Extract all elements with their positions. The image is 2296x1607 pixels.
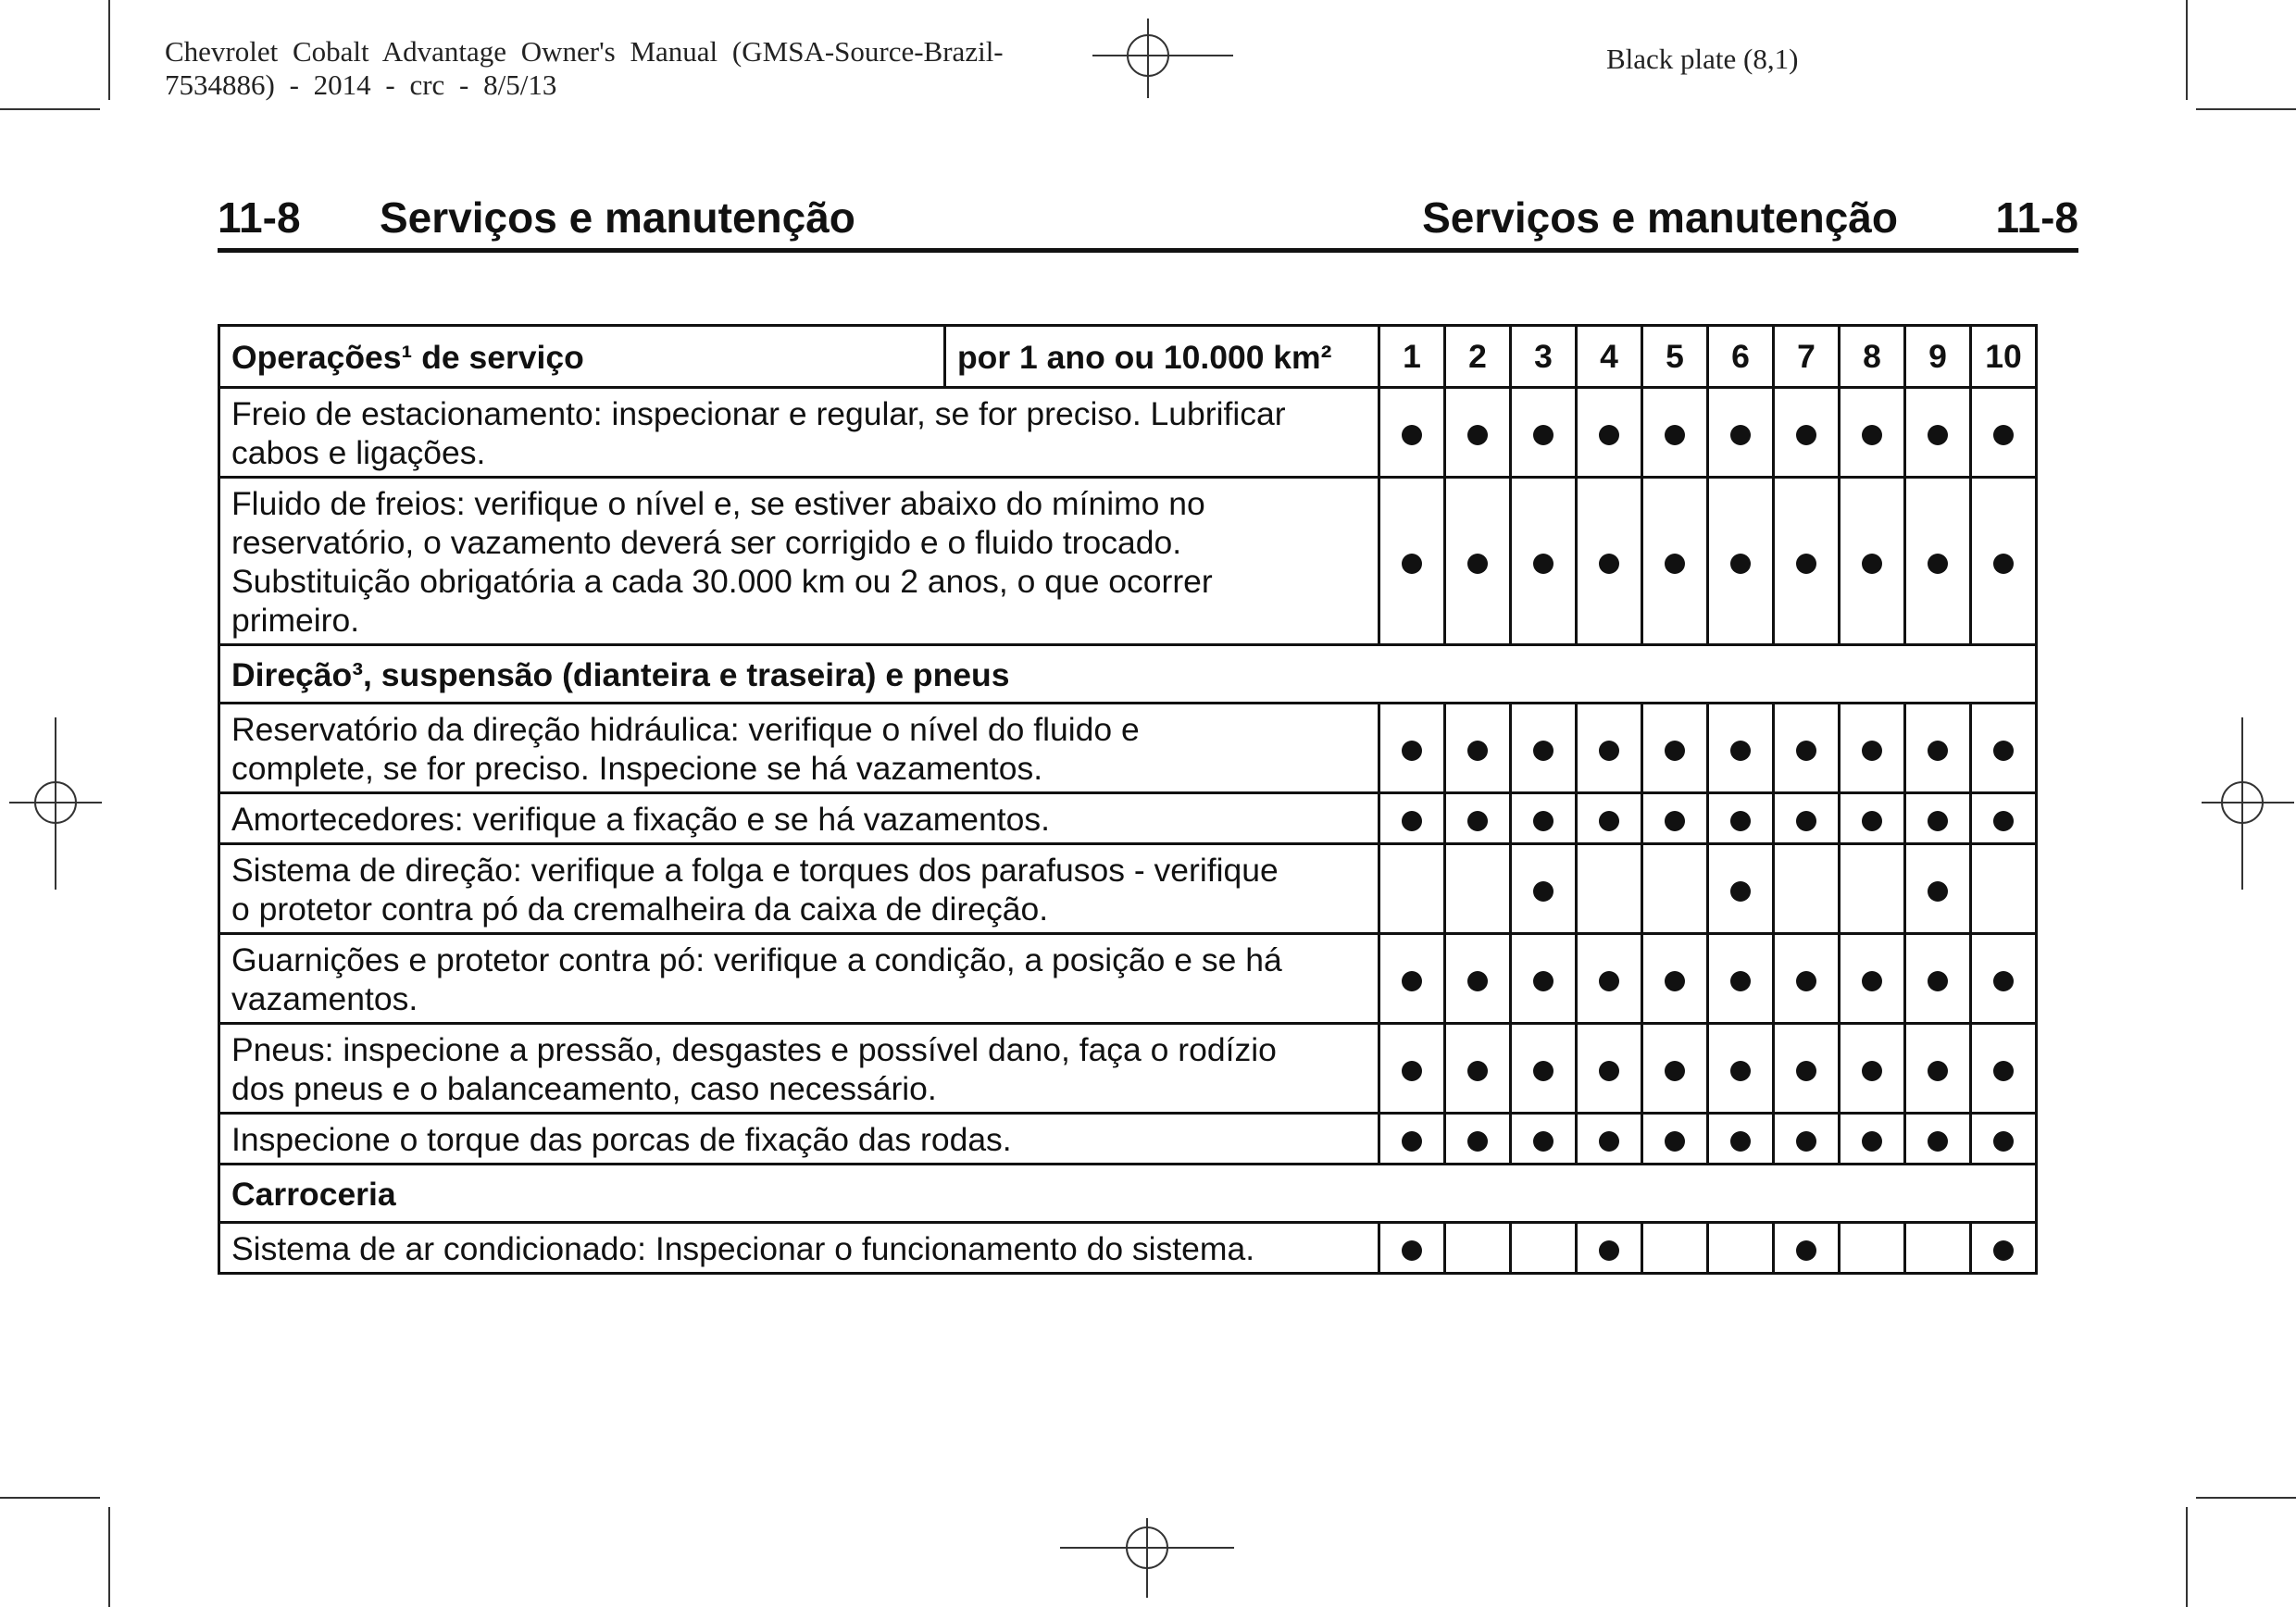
service-required-dot-icon <box>1665 971 1685 991</box>
service-required-dot-icon <box>1467 971 1488 991</box>
service-required-dot-icon <box>1665 1131 1685 1152</box>
service-required-dot-icon <box>1467 811 1488 831</box>
interval-cell-3 <box>1511 1114 1577 1165</box>
table-row <box>219 478 2037 645</box>
service-required-dot-icon <box>1796 425 1816 445</box>
page-number-right: 11-8 <box>1995 193 2078 242</box>
interval-cell-10 <box>1971 704 2037 793</box>
crop-mark <box>108 1507 110 1607</box>
service-required-dot-icon <box>1928 425 1948 445</box>
column-header-5: 5 <box>1642 326 1708 388</box>
interval-cell-4 <box>1577 388 1642 478</box>
column-header-3: 3 <box>1511 326 1577 388</box>
service-required-dot-icon <box>1730 425 1751 445</box>
section-title-left: Serviços e manutenção <box>380 193 855 242</box>
interval-cell-7 <box>1774 1114 1840 1165</box>
service-required-dot-icon <box>1928 1061 1948 1081</box>
crop-mark <box>0 108 100 110</box>
table-row <box>219 1114 2037 1165</box>
service-required-dot-icon <box>1665 811 1685 831</box>
service-required-dot-icon <box>1599 1061 1619 1081</box>
interval-cell-9 <box>1905 793 1971 844</box>
interval-cell-6 <box>1708 478 1774 645</box>
description-line: Amortecedores: verifique a fixação e se há vazamentos. <box>231 801 1051 838</box>
service-required-dot-icon <box>1467 425 1488 445</box>
service-required-dot-icon <box>1862 971 1882 991</box>
description-line: cabos e ligações. <box>231 434 486 471</box>
crop-mark <box>0 1497 100 1499</box>
interval-cell-3 <box>1511 934 1577 1024</box>
interval-cell-5 <box>1642 1114 1708 1165</box>
service-required-dot-icon <box>1796 1240 1816 1261</box>
interval-cell-4 <box>1577 793 1642 844</box>
interval-cell-8 <box>1840 844 1905 934</box>
section-heading: Carroceria <box>219 1165 2037 1223</box>
service-required-dot-icon <box>1533 554 1554 574</box>
interval-cell-8 <box>1840 934 1905 1024</box>
table-row <box>219 704 2037 793</box>
description-line: Fluido de freios: verifique o nível e, se estiver abaixo do mínimo no <box>231 485 1205 522</box>
service-required-dot-icon <box>1599 1240 1619 1261</box>
service-required-dot-icon <box>1928 554 1948 574</box>
column-header-1: 1 <box>1379 326 1445 388</box>
description-line: Inspecione o torque das porcas de fixação das rodas. <box>231 1121 1012 1158</box>
description-line: Guarnições e protetor contra pó: verifique a condição, a posição e se há <box>231 941 1282 978</box>
interval-cell-6 <box>1708 934 1774 1024</box>
interval-cell-5 <box>1642 934 1708 1024</box>
service-required-dot-icon <box>1928 971 1948 991</box>
service-required-dot-icon <box>1533 1131 1554 1152</box>
service-required-dot-icon <box>1862 1131 1882 1152</box>
service-required-dot-icon <box>1533 971 1554 991</box>
interval-cell-10 <box>1971 478 2037 645</box>
service-operation-description <box>219 1114 1379 1165</box>
interval-cell-1 <box>1379 793 1445 844</box>
description-line: Sistema de direção: verifique a folga e torques dos parafusos - verifique <box>231 852 1279 889</box>
interval-cell-7 <box>1774 388 1840 478</box>
service-required-dot-icon <box>1730 1131 1751 1152</box>
maintenance-schedule-table <box>218 324 2038 1275</box>
interval-cell-4 <box>1577 934 1642 1024</box>
column-header-interval: por 1 ano ou 10.000 km² <box>945 326 1379 388</box>
description-line: reservatório, o vazamento deverá ser corrigido e o fluido trocado. <box>231 524 1182 561</box>
service-required-dot-icon <box>1928 881 1948 902</box>
interval-cell-10 <box>1971 1114 2037 1165</box>
interval-cell-9 <box>1905 1223 1971 1274</box>
interval-cell-10 <box>1971 793 2037 844</box>
section-title-right: Serviços e manutenção <box>1422 193 1898 242</box>
column-header-6: 6 <box>1708 326 1774 388</box>
table-row <box>219 1223 2037 1274</box>
service-required-dot-icon <box>1993 811 2014 831</box>
interval-cell-6 <box>1708 844 1774 934</box>
service-required-dot-icon <box>1993 1131 2014 1152</box>
description-line: Freio de estacionamento: inspecionar e regular, se for preciso. Lubrificar <box>231 395 1286 432</box>
crop-mark <box>2196 108 2296 110</box>
interval-cell-8 <box>1840 704 1905 793</box>
interval-cell-7 <box>1774 844 1840 934</box>
service-required-dot-icon <box>1796 971 1816 991</box>
registration-mark <box>1092 19 1259 102</box>
table-row <box>219 1024 2037 1114</box>
interval-cell-2 <box>1445 388 1511 478</box>
interval-cell-3 <box>1511 844 1577 934</box>
service-required-dot-icon <box>1730 971 1751 991</box>
service-required-dot-icon <box>1993 1061 2014 1081</box>
column-header-9: 9 <box>1905 326 1971 388</box>
service-required-dot-icon <box>1993 425 2014 445</box>
service-required-dot-icon <box>1665 741 1685 761</box>
service-required-dot-icon <box>1402 971 1422 991</box>
description-line: Reservatório da direção hidráulica: verifique o nível do fluido e <box>231 711 1140 748</box>
service-operation-description <box>219 1024 1379 1114</box>
interval-cell-5 <box>1642 1223 1708 1274</box>
interval-cell-1 <box>1379 388 1445 478</box>
interval-cell-3 <box>1511 793 1577 844</box>
interval-cell-7 <box>1774 1223 1840 1274</box>
service-operation-description <box>219 388 1379 478</box>
service-required-dot-icon <box>1993 971 2014 991</box>
interval-cell-9 <box>1905 388 1971 478</box>
interval-cell-10 <box>1971 388 2037 478</box>
interval-cell-8 <box>1840 478 1905 645</box>
column-header-7: 7 <box>1774 326 1840 388</box>
service-required-dot-icon <box>1993 741 2014 761</box>
interval-cell-10 <box>1971 934 2037 1024</box>
service-operation-description <box>219 934 1379 1024</box>
service-required-dot-icon <box>1993 554 2014 574</box>
interval-cell-1 <box>1379 844 1445 934</box>
interval-cell-6 <box>1708 793 1774 844</box>
service-required-dot-icon <box>1796 811 1816 831</box>
page-number-left: 11-8 <box>218 193 301 242</box>
interval-cell-3 <box>1511 1024 1577 1114</box>
service-required-dot-icon <box>1467 1061 1488 1081</box>
interval-cell-7 <box>1774 1024 1840 1114</box>
service-required-dot-icon <box>1402 811 1422 831</box>
service-required-dot-icon <box>1796 741 1816 761</box>
service-required-dot-icon <box>1402 554 1422 574</box>
registration-mark <box>1060 1518 1245 1601</box>
description-line: o protetor contra pó da cremalheira da caixa de direção. <box>231 891 1049 928</box>
interval-cell-2 <box>1445 793 1511 844</box>
service-required-dot-icon <box>1599 1131 1619 1152</box>
print-metadata <box>165 35 1004 102</box>
service-operation-description <box>219 793 1379 844</box>
interval-cell-7 <box>1774 478 1840 645</box>
interval-cell-3 <box>1511 478 1577 645</box>
interval-cell-9 <box>1905 478 1971 645</box>
service-required-dot-icon <box>1599 741 1619 761</box>
service-required-dot-icon <box>1402 741 1422 761</box>
page-header <box>218 193 2078 253</box>
section-heading: Direção³, suspensão (dianteira e traseira) e pneus <box>219 645 2037 704</box>
service-required-dot-icon <box>1796 1131 1816 1152</box>
service-required-dot-icon <box>1467 554 1488 574</box>
interval-cell-1 <box>1379 1024 1445 1114</box>
service-required-dot-icon <box>1402 1061 1422 1081</box>
interval-cell-7 <box>1774 793 1840 844</box>
section-row <box>219 645 2037 704</box>
service-required-dot-icon <box>1862 811 1882 831</box>
interval-cell-4 <box>1577 844 1642 934</box>
service-required-dot-icon <box>1599 971 1619 991</box>
section-row <box>219 1165 2037 1223</box>
interval-cell-10 <box>1971 844 2037 934</box>
description-line: vazamentos. <box>231 980 418 1017</box>
column-header-8: 8 <box>1840 326 1905 388</box>
print-metadata-line-1: Chevrolet Cobalt Advantage Owner's Manual (GMSA-Source-Brazil- <box>165 35 1004 68</box>
interval-cell-8 <box>1840 1114 1905 1165</box>
interval-cell-4 <box>1577 1223 1642 1274</box>
service-required-dot-icon <box>1533 425 1554 445</box>
description-line: dos pneus e o balanceamento, caso necessário. <box>231 1070 937 1107</box>
interval-cell-6 <box>1708 1024 1774 1114</box>
table-row <box>219 844 2037 934</box>
description-line: Sistema de ar condicionado: Inspecionar o funcionamento do sistema. <box>231 1230 1255 1267</box>
interval-cell-2 <box>1445 478 1511 645</box>
table-row <box>219 388 2037 478</box>
service-required-dot-icon <box>1928 741 1948 761</box>
interval-cell-2 <box>1445 1223 1511 1274</box>
interval-cell-9 <box>1905 1114 1971 1165</box>
interval-cell-2 <box>1445 704 1511 793</box>
table-body <box>219 388 2037 1274</box>
interval-cell-5 <box>1642 704 1708 793</box>
description-line: Substituição obrigatória a cada 30.000 km ou 2 anos, o que ocorrer <box>231 563 1213 600</box>
interval-cell-1 <box>1379 1223 1445 1274</box>
interval-cell-9 <box>1905 1024 1971 1114</box>
interval-cell-6 <box>1708 704 1774 793</box>
service-operation-description <box>219 844 1379 934</box>
interval-cell-4 <box>1577 1024 1642 1114</box>
interval-cell-8 <box>1840 793 1905 844</box>
description-line: primeiro. <box>231 602 360 639</box>
print-metadata-line-2: 7534886) - 2014 - crc - 8/5/13 <box>165 69 557 101</box>
service-required-dot-icon <box>1533 741 1554 761</box>
interval-cell-3 <box>1511 388 1577 478</box>
interval-cell-6 <box>1708 388 1774 478</box>
crop-mark <box>2196 1497 2296 1499</box>
interval-cell-9 <box>1905 844 1971 934</box>
service-required-dot-icon <box>1862 554 1882 574</box>
crop-mark <box>2186 1507 2188 1607</box>
service-required-dot-icon <box>1862 1061 1882 1081</box>
service-required-dot-icon <box>1730 1061 1751 1081</box>
service-required-dot-icon <box>1730 741 1751 761</box>
service-required-dot-icon <box>1402 1131 1422 1152</box>
table-header-row <box>219 326 2037 388</box>
interval-cell-1 <box>1379 934 1445 1024</box>
column-header-4: 4 <box>1577 326 1642 388</box>
service-operation-description <box>219 478 1379 645</box>
registration-mark <box>9 717 111 893</box>
service-required-dot-icon <box>1862 425 1882 445</box>
interval-cell-3 <box>1511 1223 1577 1274</box>
service-required-dot-icon <box>1993 1240 2014 1261</box>
interval-cell-2 <box>1445 1114 1511 1165</box>
table-row <box>219 793 2037 844</box>
service-required-dot-icon <box>1862 741 1882 761</box>
description-line: complete, se for preciso. Inspecione se há vazamentos. <box>231 750 1043 787</box>
service-required-dot-icon <box>1796 1061 1816 1081</box>
interval-cell-4 <box>1577 478 1642 645</box>
service-required-dot-icon <box>1467 741 1488 761</box>
interval-cell-2 <box>1445 844 1511 934</box>
interval-cell-7 <box>1774 704 1840 793</box>
plate-label: Black plate (8,1) <box>1606 43 1799 75</box>
interval-cell-2 <box>1445 1024 1511 1114</box>
service-required-dot-icon <box>1402 425 1422 445</box>
registration-mark <box>2194 717 2296 893</box>
service-required-dot-icon <box>1796 554 1816 574</box>
interval-cell-9 <box>1905 934 1971 1024</box>
service-required-dot-icon <box>1533 881 1554 902</box>
interval-cell-4 <box>1577 1114 1642 1165</box>
interval-cell-2 <box>1445 934 1511 1024</box>
service-required-dot-icon <box>1730 881 1751 902</box>
interval-cell-5 <box>1642 388 1708 478</box>
interval-cell-1 <box>1379 478 1445 645</box>
interval-cell-9 <box>1905 704 1971 793</box>
crop-mark <box>2186 0 2188 100</box>
service-required-dot-icon <box>1599 811 1619 831</box>
service-required-dot-icon <box>1599 425 1619 445</box>
interval-cell-5 <box>1642 793 1708 844</box>
service-required-dot-icon <box>1730 811 1751 831</box>
service-required-dot-icon <box>1730 554 1751 574</box>
service-required-dot-icon <box>1665 554 1685 574</box>
column-header-10: 10 <box>1971 326 2037 388</box>
interval-cell-1 <box>1379 1114 1445 1165</box>
service-operation-description <box>219 704 1379 793</box>
interval-cell-6 <box>1708 1223 1774 1274</box>
service-required-dot-icon <box>1533 1061 1554 1081</box>
service-required-dot-icon <box>1665 1061 1685 1081</box>
interval-cell-5 <box>1642 1024 1708 1114</box>
interval-cell-1 <box>1379 704 1445 793</box>
interval-cell-5 <box>1642 844 1708 934</box>
interval-cell-6 <box>1708 1114 1774 1165</box>
table-row <box>219 934 2037 1024</box>
interval-cell-5 <box>1642 478 1708 645</box>
interval-cell-10 <box>1971 1024 2037 1114</box>
description-line: Pneus: inspecione a pressão, desgastes e possível dano, faça o rodízio <box>231 1031 1277 1068</box>
crop-mark <box>108 0 110 100</box>
service-required-dot-icon <box>1665 425 1685 445</box>
interval-cell-4 <box>1577 704 1642 793</box>
service-required-dot-icon <box>1928 811 1948 831</box>
column-header-2: 2 <box>1445 326 1511 388</box>
interval-cell-10 <box>1971 1223 2037 1274</box>
service-required-dot-icon <box>1599 554 1619 574</box>
interval-cell-8 <box>1840 388 1905 478</box>
service-required-dot-icon <box>1928 1131 1948 1152</box>
service-required-dot-icon <box>1533 811 1554 831</box>
interval-cell-8 <box>1840 1223 1905 1274</box>
interval-cell-8 <box>1840 1024 1905 1114</box>
interval-cell-7 <box>1774 934 1840 1024</box>
service-operation-description <box>219 1223 1379 1274</box>
column-header-operations: Operações¹ de serviço <box>219 326 945 388</box>
interval-cell-3 <box>1511 704 1577 793</box>
service-required-dot-icon <box>1467 1131 1488 1152</box>
service-required-dot-icon <box>1402 1240 1422 1261</box>
